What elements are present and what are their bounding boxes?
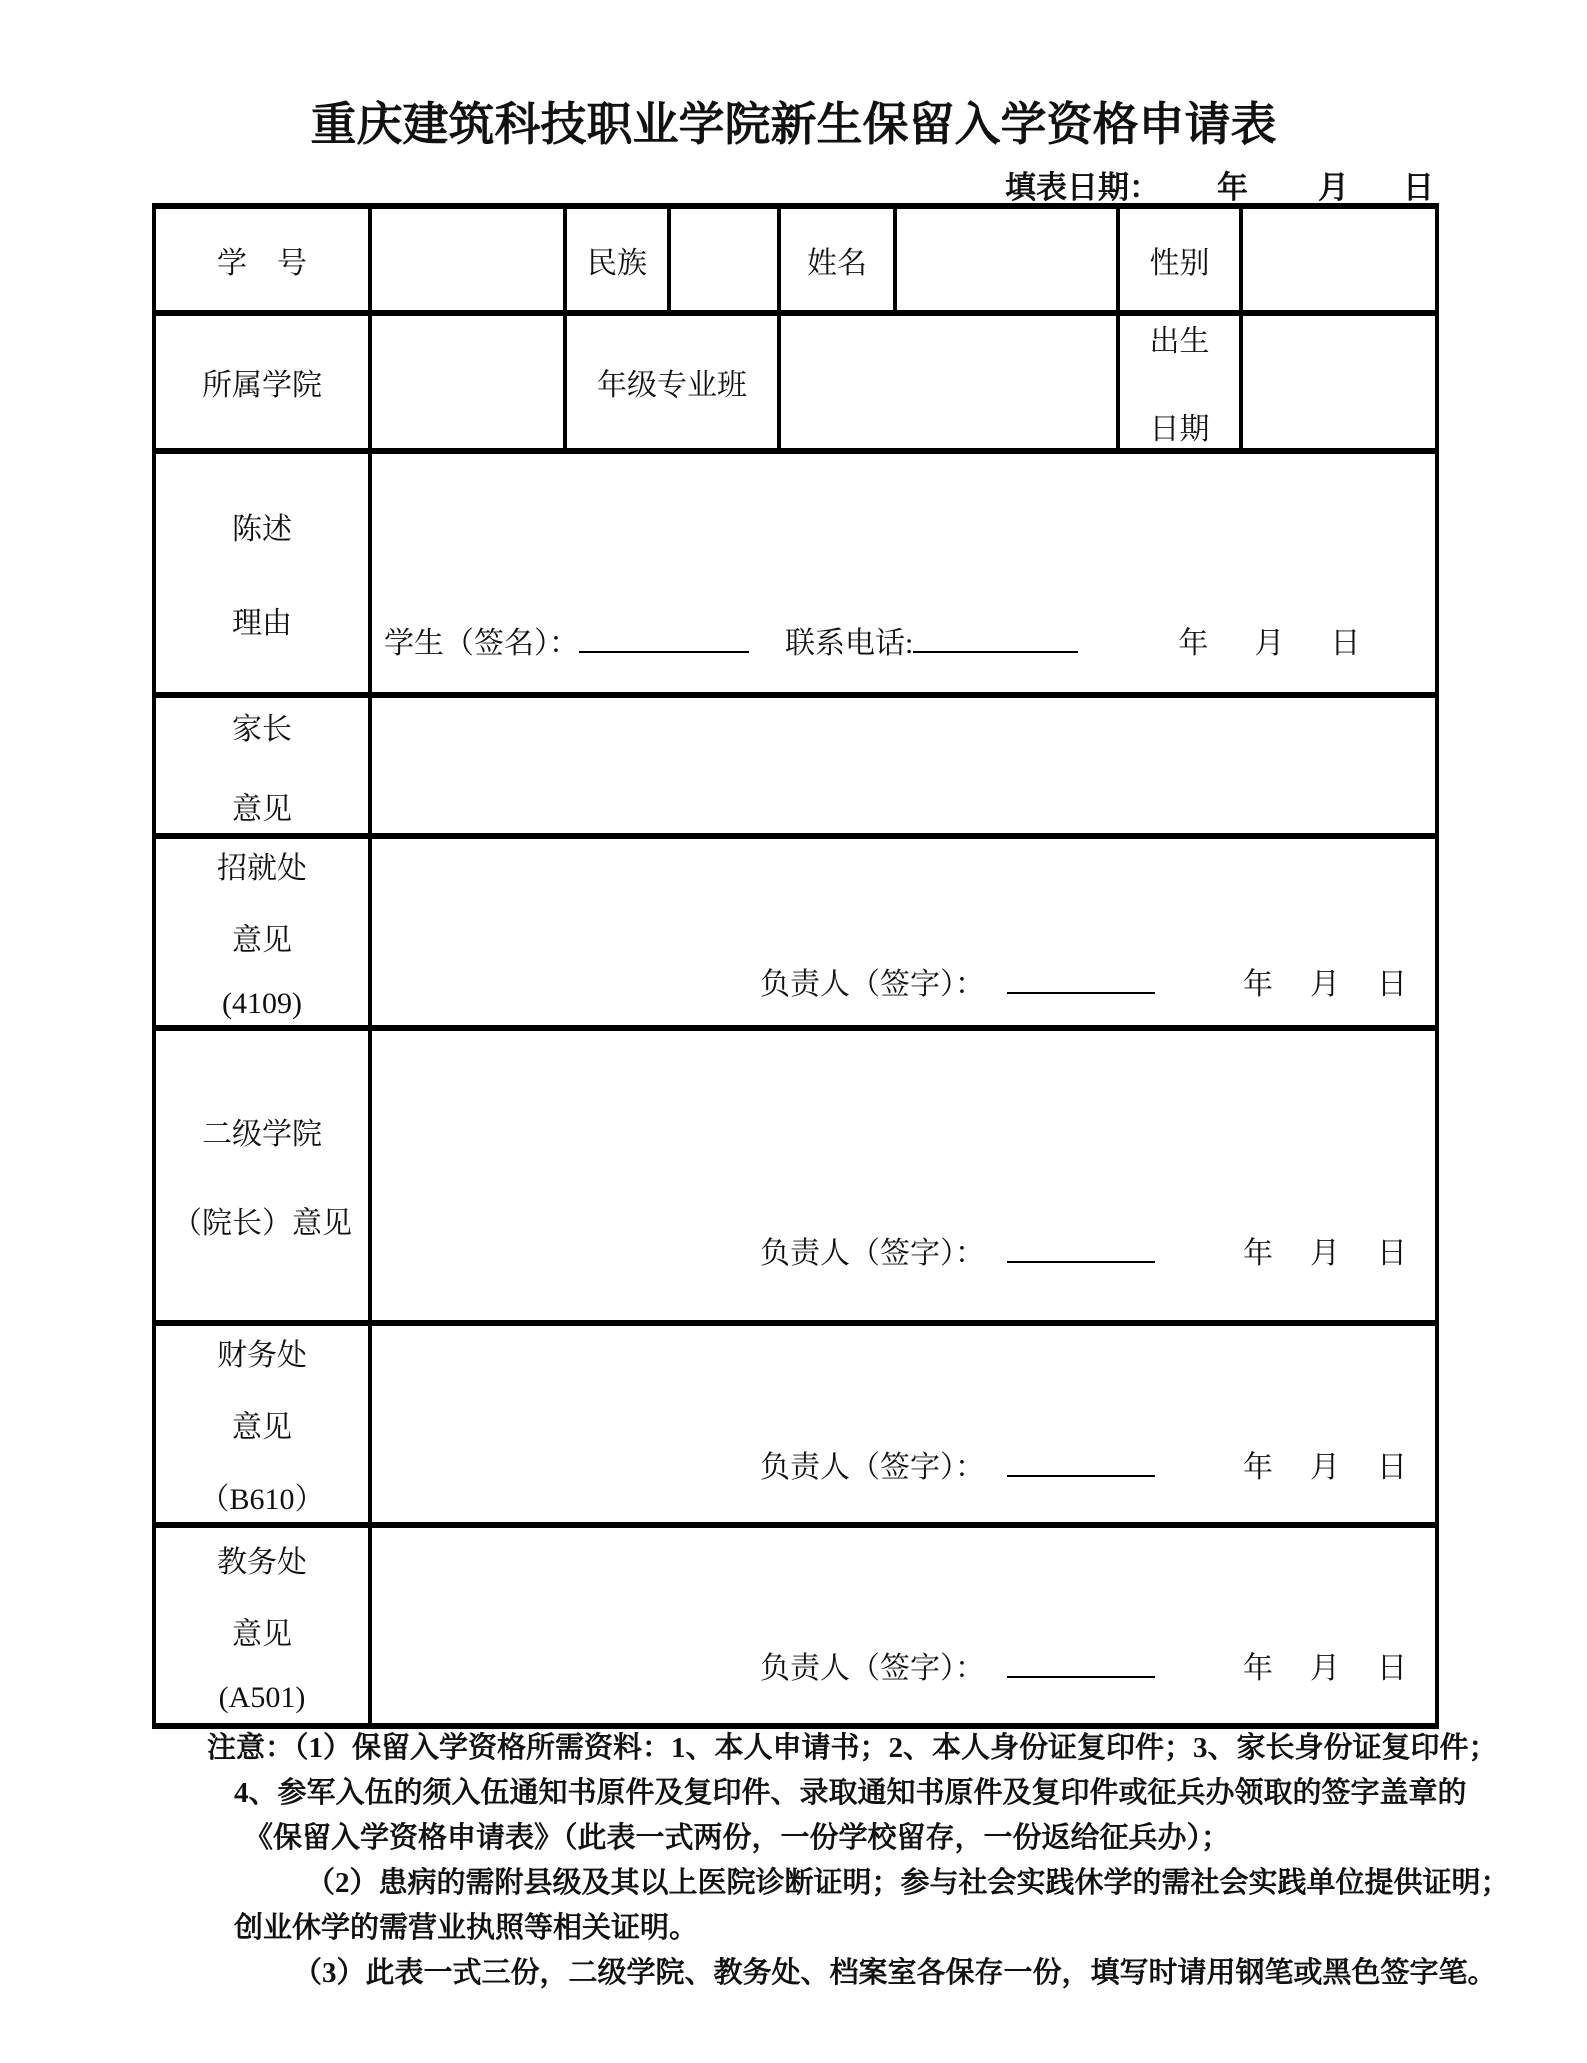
row-finance-opinion <box>154 1323 1437 1525</box>
academic-signer-label: 负责人（签字）： <box>760 1652 985 1685</box>
college-dean-year-label: 年 <box>1243 1237 1273 1270</box>
admissions-year-label: 年 <box>1243 968 1273 1001</box>
parent-opinion-content-cell <box>370 695 1437 836</box>
finance-signer-label: 负责人（签字）： <box>760 1451 985 1484</box>
fill-date-day: 日 <box>1403 170 1434 205</box>
admissions-signer-label: 负责人（签字）： <box>760 968 985 1001</box>
academic-opinion-label <box>154 1525 370 1726</box>
admissions-label-line3: (4109) <box>222 987 302 1020</box>
row-statement <box>154 451 1437 695</box>
contact-phone-blank <box>913 621 1078 653</box>
finance-signer-line <box>372 1442 1435 1522</box>
finance-label-line1: 财务处 <box>217 1339 307 1372</box>
admissions-opinion-label <box>154 836 370 1028</box>
college-dean-signer-label: 负责人（签字）： <box>760 1237 985 1270</box>
birth-date-label <box>1118 313 1241 451</box>
fill-date-month: 月 <box>1318 170 1349 205</box>
statement-label-line1: 陈述 <box>232 513 292 546</box>
application-form-table <box>152 203 1439 1729</box>
admissions-label-line1: 招就处 <box>217 852 307 885</box>
college-dean-opinion-content-cell <box>370 1028 1437 1323</box>
college-label: 所属学院 <box>154 313 370 451</box>
admissions-signer-line <box>372 959 1435 1025</box>
parent-opinion-label-line2: 意见 <box>232 792 292 826</box>
contact-phone-label: 联系电话: <box>785 627 914 660</box>
footnote-line: （3）此表一式三份，二级学院、教务处、档案室各保存一份，填写时请用钢笔或黑色签字笔。 <box>293 1957 1497 1989</box>
statement-label-line2: 理由 <box>232 607 292 640</box>
birth-date-value-cell <box>1241 313 1437 451</box>
gender-label: 性别 <box>1118 206 1241 313</box>
college-dean-label-line2: （院长）意见 <box>172 1207 352 1240</box>
college-dean-opinion-label <box>154 1028 370 1323</box>
academic-label-line2: 意见 <box>232 1617 292 1651</box>
footnote-line: 创业休学的需营业执照等相关证明。 <box>234 1912 699 1944</box>
admissions-day-label: 日 <box>1377 968 1407 1001</box>
college-dean-day-label: 日 <box>1377 1237 1407 1270</box>
finance-label-line3: （B610） <box>199 1483 325 1516</box>
grade-class-label: 年级专业班 <box>565 313 779 451</box>
statement-year-label: 年 <box>1178 627 1209 660</box>
grade-class-value-cell <box>779 313 1118 451</box>
admissions-label-line2: 意见 <box>232 924 292 957</box>
academic-month-label: 月 <box>1310 1652 1340 1685</box>
academic-label-line3: (A501) <box>218 1680 306 1714</box>
ethnicity-label: 民族 <box>565 206 669 313</box>
finance-day-label: 日 <box>1377 1451 1407 1484</box>
fill-date-label: 填表日期： <box>1005 170 1160 205</box>
college-dean-month-label: 月 <box>1310 1237 1340 1270</box>
birth-date-label-line2: 日期 <box>1149 413 1210 446</box>
row-basic-info-2 <box>154 313 1437 451</box>
fill-date-year: 年 <box>1217 170 1248 205</box>
student-id-value-cell <box>370 206 565 313</box>
fill-date-line <box>1005 162 1434 207</box>
student-signature-label: 学生（签名）： <box>384 627 579 660</box>
footnote-line: 4、参军入伍的须入伍通知书原件及复印件、录取通知书原件及复印件或征兵办领取的签字盖章的 <box>234 1777 1467 1809</box>
row-college-dean-opinion <box>154 1028 1437 1323</box>
row-parent-opinion <box>154 695 1437 836</box>
parent-opinion-label-line1: 家长 <box>232 712 292 746</box>
student-id-label: 学 号 <box>154 206 370 313</box>
gender-value-cell <box>1241 206 1437 313</box>
footnote-line: （2）患病的需附县级及其以上医院诊断证明；参与社会实践休学的需社会实践单位提供证明； <box>306 1867 1510 1899</box>
college-value-cell <box>370 313 565 451</box>
finance-opinion-label <box>154 1323 370 1525</box>
finance-month-label: 月 <box>1310 1451 1340 1484</box>
college-dean-signer-line <box>372 1228 1435 1320</box>
academic-signer-line <box>372 1643 1435 1723</box>
name-value-cell <box>895 206 1118 313</box>
college-dean-signer-blank <box>1007 1231 1155 1263</box>
admissions-opinion-content-cell <box>370 836 1437 1028</box>
statement-content-cell <box>370 451 1437 695</box>
academic-opinion-content-cell <box>370 1525 1437 1726</box>
name-label: 姓名 <box>779 206 895 313</box>
ethnicity-value-cell <box>669 206 779 313</box>
row-academic-opinion <box>154 1525 1437 1726</box>
statement-day-label: 日 <box>1330 627 1361 660</box>
college-dean-label-line1: 二级学院 <box>202 1118 322 1151</box>
finance-signer-blank <box>1007 1445 1155 1477</box>
row-basic-info-1 <box>154 206 1437 313</box>
student-signature-line <box>372 618 1435 692</box>
finance-opinion-content-cell <box>370 1323 1437 1525</box>
footnote-line: 《保留入学资格申请表》（此表一式两份，一份学校留存，一份返给征兵办）； <box>244 1822 1231 1854</box>
finance-label-line2: 意见 <box>232 1411 292 1444</box>
academic-signer-blank <box>1007 1646 1155 1678</box>
footnotes-block <box>175 1726 1510 1996</box>
page-title: 重庆建筑科技职业学院新生保留入学资格申请表 <box>310 99 1277 150</box>
parent-opinion-label <box>154 695 370 836</box>
academic-label-line1: 教务处 <box>217 1545 307 1579</box>
academic-year-label: 年 <box>1243 1652 1273 1685</box>
birth-date-label-line1: 出生 <box>1149 325 1210 358</box>
statement-month-label: 月 <box>1254 627 1285 660</box>
row-admissions-opinion <box>154 836 1437 1028</box>
academic-day-label: 日 <box>1377 1652 1407 1685</box>
student-signature-blank <box>579 621 749 653</box>
admissions-month-label: 月 <box>1310 968 1340 1001</box>
admissions-signer-blank <box>1007 962 1155 994</box>
finance-year-label: 年 <box>1243 1451 1273 1484</box>
footnote-line: 注意：（1）保留入学资格所需资料：1、本人申请书；2、本人身份证复印件；3、家长身份证复印件； <box>207 1732 1498 1764</box>
statement-label <box>154 451 370 695</box>
